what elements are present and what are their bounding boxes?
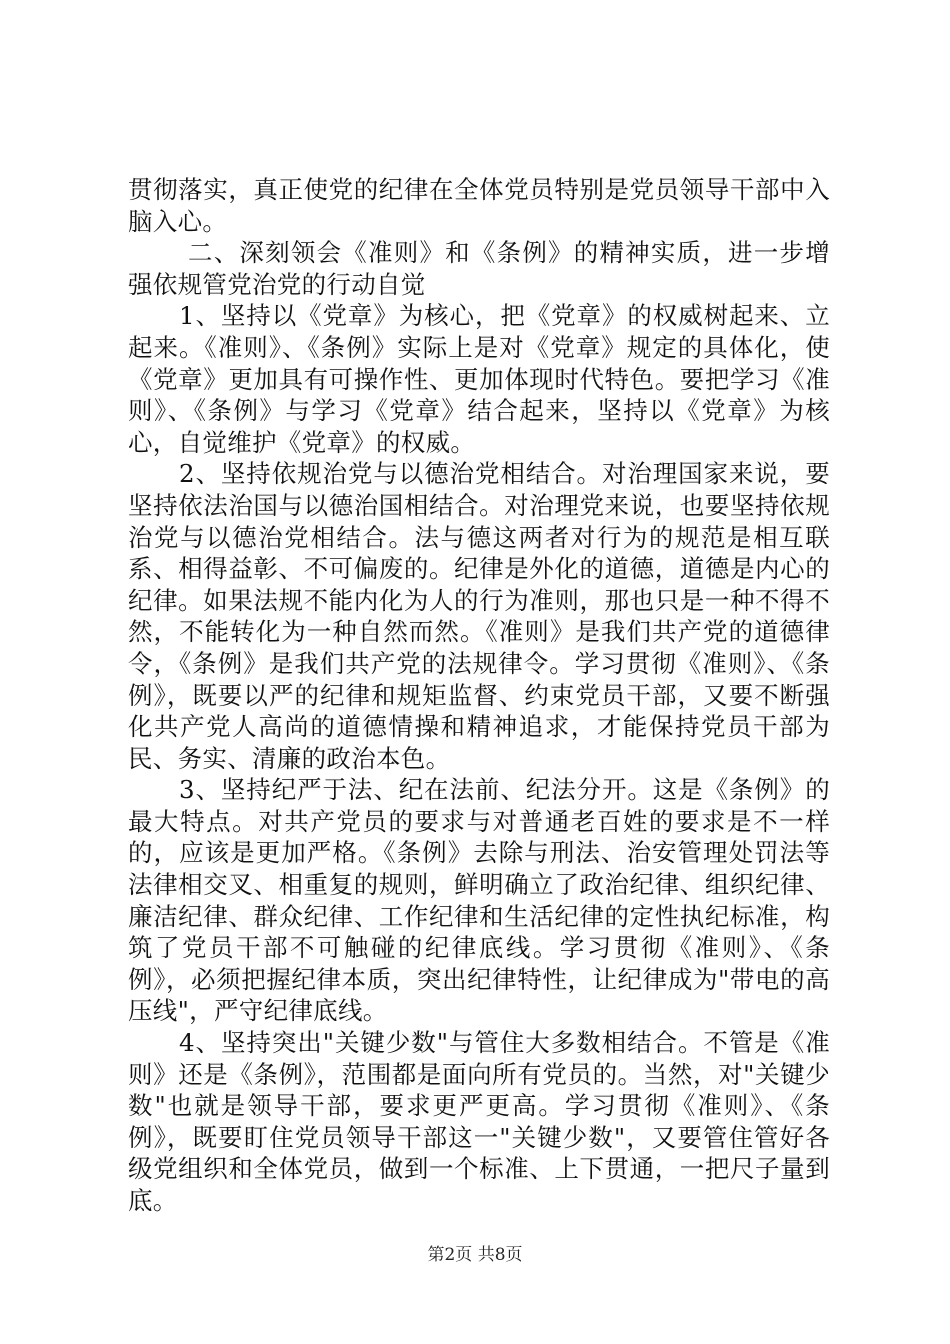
paragraph-item-4: 4、坚持突出"关键少数"与管住大多数相结合。不管是《准则》还是《条例》，范围都是面向所有党员的。当然，对"关键少数"也就是领导干部，要求更严更高。学习贯彻《准则》、《条例》，既要盯住党员领导干部这一"关键少数"，又要管住管好各级党组织和全体党员，做到一个标准、上下贯通，一把尺子量到底。 [128, 1028, 830, 1215]
section-heading: 二、深刻领会《准则》和《条例》的精神实质，进一步增强依规管党治党的行动自觉 [128, 238, 830, 299]
page-number-footer: 第2页 共8页 [427, 1245, 523, 1265]
paragraph-item-1: 1、坚持以《党章》为核心，把《党章》的权威树起来、立起来。《准则》、《条例》实际上是对《党章》规定的具体化，使《党章》更加具有可操作性、更加体现时代特色。要把学习《准则》、《条例》与学习《党章》结合起来，坚持以《党章》为核心，自觉维护《党章》的权威。 [128, 301, 830, 457]
paragraph-item-3: 3、坚持纪严于法、纪在法前、纪法分开。这是《条例》的最大特点。对共产党员的要求与对普通老百姓的要求是不一样的，应该是更加严格。《条例》去除与刑法、治安管理处罚法等法律相交叉、相重复的规则，鲜明确立了政治纪律、组织纪律、廉洁纪律、群众纪律、工作纪律和生活纪律的定性执纪标准，构筑了党员干部不可触碰的纪律底线。学习贯彻《准则》、《条例》，必须把握纪律本质，突出纪律特性，让纪律成为"带电的高压线"，严守纪律底线。 [128, 775, 830, 1026]
document-body [128, 174, 830, 1217]
paragraph-continuation: 贯彻落实，真正使党的纪律在全体党员特别是党员领导干部中入脑入心。 [128, 175, 830, 236]
paragraph-item-2: 2、坚持依规治党与以德治党相结合。对治理国家来说，要坚持依法治国与以德治国相结合。对治理党来说，也要坚持依规治党与以德治党相结合。法与德这两者对行为的规范是相互联系、相得益彰、不可偏废的。纪律是外化的道德，道德是内心的纪律。如果法规不能内化为人的行为准则，那也只是一种不得不然，不能转化为一种自然而然。《准则》是我们共产党的道德律令，《条例》是我们共产党的法规律令。学习贯彻《准则》、《条例》，既要以严的纪律和规矩监督、约束党员干部，又要不断强化共产党人高尚的道德情操和精神追求，才能保持党员干部为民、务实、清廉的政治本色。 [128, 459, 830, 773]
